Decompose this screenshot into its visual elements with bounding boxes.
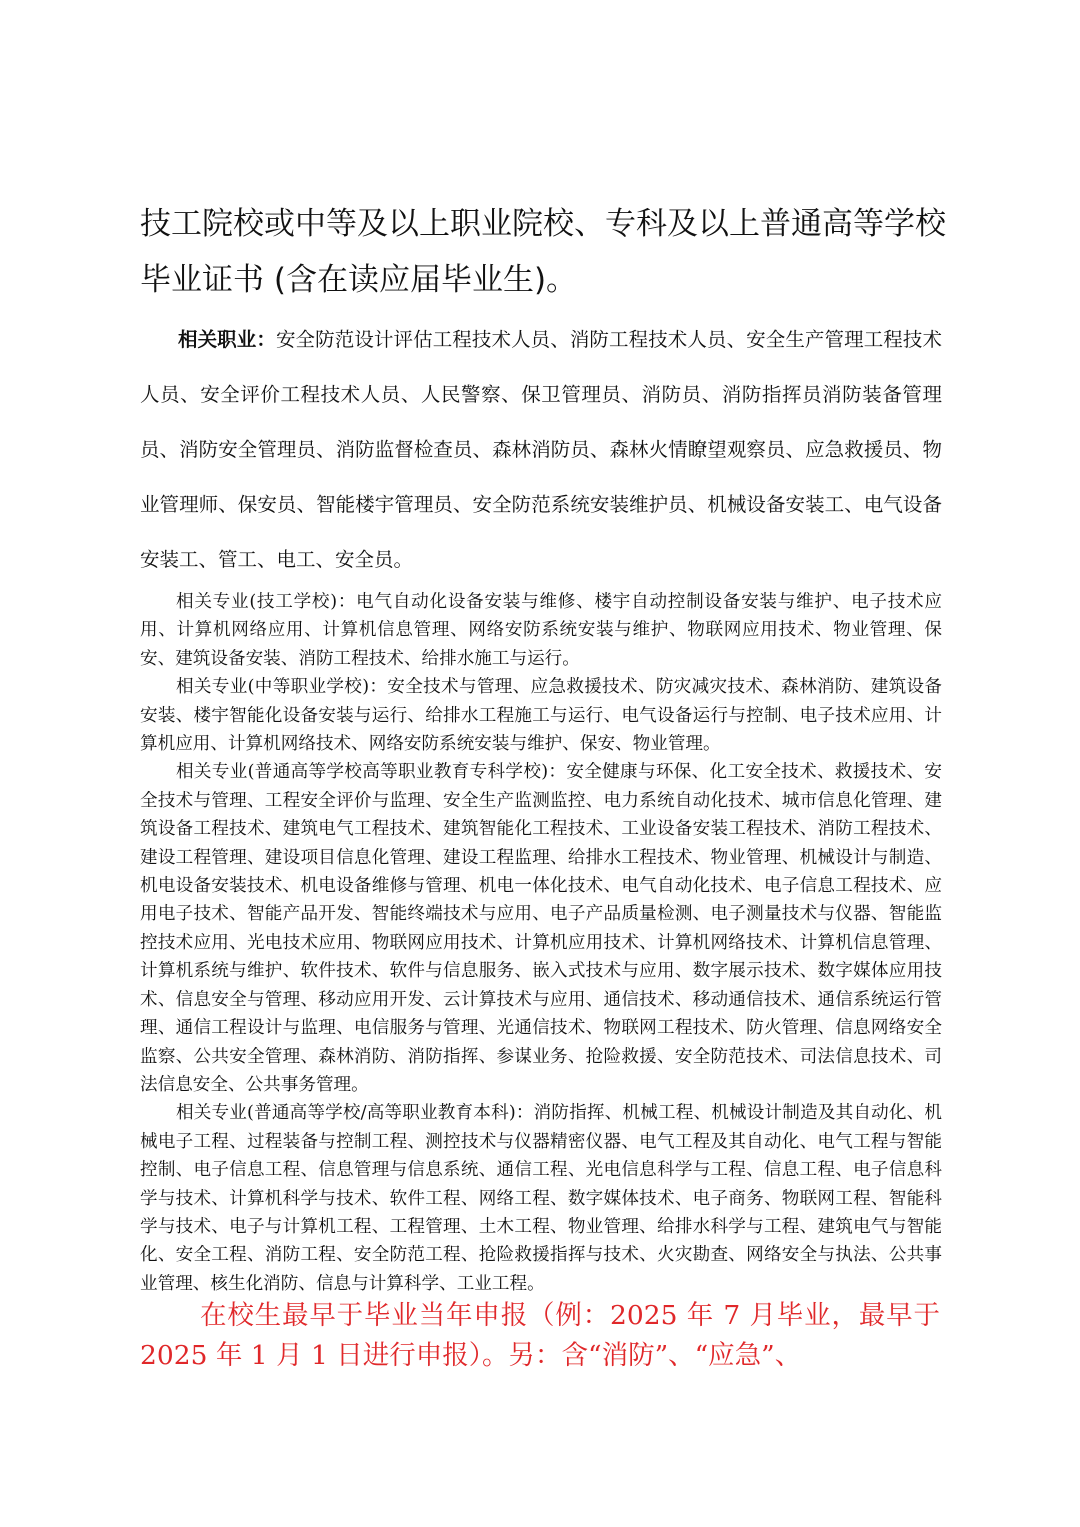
majors-undergraduate-text: 消防指挥、机械工程、机械设计制造及其自动化、机械电子工程、过程装备与控制工程、测控技术与仪器精密仪器、电气工程及其自动化、电气工程与智能控制、电子信息工程、信息管理与信息系统、通信工程、光电信息科学与工程、信息工程、电子信息科学与技术、计算机科学与技术、软件工程、网络工程、数字媒体技术、电子商务、物联网工程、智能科学与技术、电子与计算机工程、工程管理、土木工程、物业管理、给排水科学与工程、建筑电气与智能化、安全工程、消防工程、安全防范工程、抢险救援指挥与技术、火灾勘查、网络安全与执法、公共事业管理、核生化消防、信息与计算科学、工业工程。 [140, 1103, 942, 1294]
majors-secondary-vocational [140, 673, 942, 758]
application-notice: 在校生最早于毕业当年申报（例：2025 年 7 月毕业，最早于 2025 年 1 月 1 日进行申报）。另：含“消防”、“应急”、 [140, 1300, 940, 1371]
related-occupations-text: 安全防范设计评估工程技术人员、消防工程技术人员、安全生产管理工程技术人员、安全评价工程技术人员、人民警察、保卫管理员、消防员、消防指挥员消防装备管理员、消防安全管理员、消防监督检查员、森林消防员、森林火情瞭望观察员、应急救援员、物业管理师、保安员、智能楼宇管理员、安全防范系统安装维护员、机械设备安装工、电气设备安装工、管工、电工、安全员。 [140, 328, 942, 571]
related-occupations-paragraph [140, 312, 942, 587]
related-majors-section [140, 588, 942, 1298]
majors-higher-vocational-college-label: 相关专业(普通高等学校高等职业教育专科学校)： [176, 762, 567, 783]
majors-technical-school-label: 相关专业(技工学校)： [176, 592, 357, 612]
related-occupations-label: 相关职业： [178, 328, 276, 351]
majors-technical-school-text: 电气自动化设备安装与维修、楼宇自动控制设备安装与维护、电子技术应用、计算机网络应用、计算机信息管理、网络安防系统安装与维护、物联网应用技术、物业管理、保安、建筑设备安装、消防工程技术、给排水施工与运行。 [140, 592, 942, 669]
majors-secondary-vocational-text: 安全技术与管理、应急救援技术、防灾减灾技术、森林消防、建筑设备安装、楼宇智能化设备安装与运行、给排水工程施工与运行、电气设备运行与控制、电子技术应用、计算机应用、计算机网络技术、网络安防系统安装与维护、保安、物业管理。 [140, 677, 942, 755]
majors-undergraduate-label: 相关专业(普通高等学校/高等职业教育本科)： [176, 1103, 534, 1124]
majors-higher-vocational-college-text: 安全健康与环保、化工安全技术、救援技术、安全技术与管理、工程安全评价与监理、安全生产监测监控、电力系统自动化技术、城市信息化管理、建筑设备工程技术、建筑电气工程技术、建筑智能化工程技术、工业设备安装工程技术、消防工程技术、建设工程管理、建设项目信息化管理、建设工程监理、给排水工程技术、物业管理、机械设计与制造、机电设备安装技术、机电设备维修与管理、机电一体化技术、电气自动化技术、电子信息工程技术、应用电子技术、智能产品开发、智能终端技术与应用、电子产品质量检测、电子测量技术与仪器、智能监控技术应用、光电技术应用、物联网应用技术、计算机应用技术、计算机网络技术、计算机信息管理、计算机系统与维护、软件技术、软件与信息服务、嵌入式技术与应用、数字展示技术、数字媒体应用技术、信息安全与管理、移动应用开发、云计算技术与应用、通信技术、移动通信技术、通信系统运行管理、通信工程设计与监理、电信服务与管理、光通信技术、物联网工程技术、防火管理、信息网络安全监察、公共安全管理、森林消防、消防指挥、参谋业务、抢险救援、安全防范技术、司法信息技术、司法信息安全、公共事务管理。 [140, 762, 942, 1095]
majors-technical-school [140, 588, 942, 673]
majors-higher-vocational-college [140, 758, 942, 1099]
majors-undergraduate [140, 1099, 942, 1298]
majors-secondary-vocational-label: 相关专业(中等职业学校)： [176, 677, 388, 698]
intro-paragraph: 技工院校或中等及以上职业院校、专科及以上普通高等学校毕业证书 (含在读应届毕业生)。 [140, 206, 946, 298]
